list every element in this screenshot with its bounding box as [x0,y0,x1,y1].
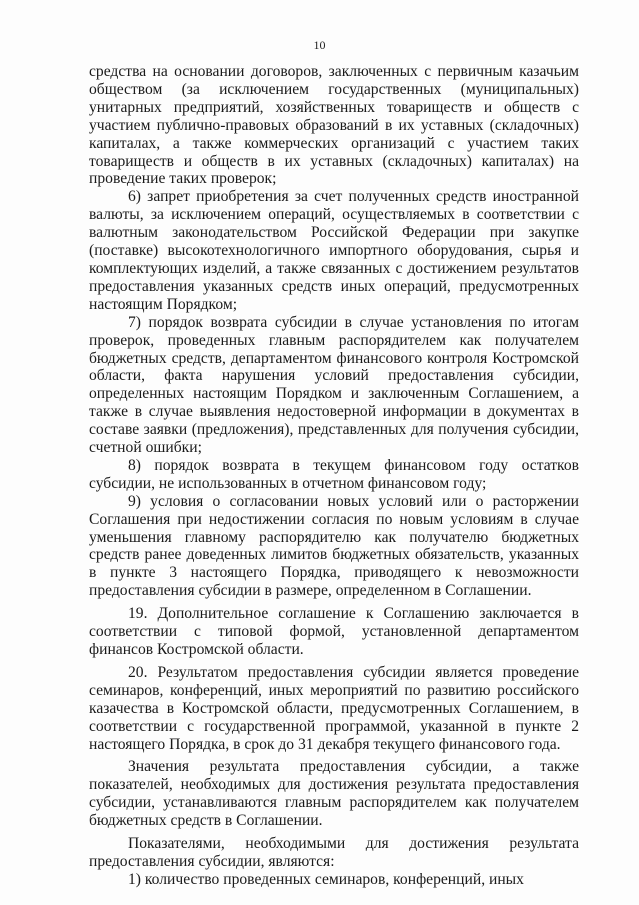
document-body [89,63,579,889]
paragraph-item-7: 7) порядок возврата субсидии в случае установления по итогам проверок, проведенных главным распорядителем как получателем бюджетных средств, департаментом финансового контроля Костромской области, факта нарушения условий предоставления субсидии, определенных настоящим Порядком и заключенным Соглашением, а также в случае выявления недостоверной информации в документах в составе заявки (предложения), представленных для получения субсидии, счетной ошибки; [89,313,579,457]
paragraph-item-6: 6) запрет приобретения за счет полученных средств иностранной валюты, за исключением операций, осуществляемых в соответствии с валютным законодательством Российской Федерации при закупке (поставке) высокотехнологичного импортного оборудования, сырья и комплектующих изделий, а также связанных с достижением результатов предоставления указанных средств иных операций, предусмотренных настоящим Порядком; [89,188,579,313]
paragraph-clause-19: 19. Дополнительное соглашение к Соглашению заключается в соответствии с типовой формой, установленной департаментом финансов Костромской области. [89,605,579,658]
paragraph-indicator-1: 1) количество проведенных семинаров, конференций, иных [128,870,524,888]
paragraph-item-8: 8) порядок возврата в текущем финансовом году остатков субсидии, не использованных в отчетном финансовом году; [89,456,579,492]
page-number: 10 [313,38,326,52]
paragraph-clause-20: 20. Результатом предоставления субсидии является проведение семинаров, конференций, иных мероприятий по развитию российского казачества в Костромской области, предусмотренных Соглашением, в соответствии с государственной программой, указанной в пункте 2 настоящего Порядка, в срок до 31 декабря текущего финансового года. [89,663,579,753]
paragraph-result-values: Значения результата предоставления субсидии, а также показателей, необходимых для достижения результата предоставления субсидии, устанавливаются главным распорядителем как получателем бюджетных средств в Соглашении. [89,758,579,830]
paragraph-item-9: 9) условия о согласовании новых условий или о расторжении Соглашения при недостижении согласия по новым условиям в случае уменьшения главному распорядителю как получателю бюджетных средств ранее доведенных лимитов бюджетных обязательств, указанных в пункте 3 настоящего Порядка, приводящего к невозможности предоставления субсидии в размере, определенном в Соглашении. [89,492,579,600]
paragraph-continuation: средства на основании договоров, заключенных с первичным казачьим обществом (за исключением государственных (муниципальных) унитарных предприятий, хозяйственных товариществ и обществ с участием публично-правовых образований в их уставных (складочных) капиталах, а также коммерческих организаций с участием таких товариществ и обществ в их уставных (складочных) капиталах) на проведение таких проверок; [89,63,579,188]
paragraph-indicators: Показателями, необходимыми для достижения результата предоставления субсидии, являются: [89,835,579,870]
